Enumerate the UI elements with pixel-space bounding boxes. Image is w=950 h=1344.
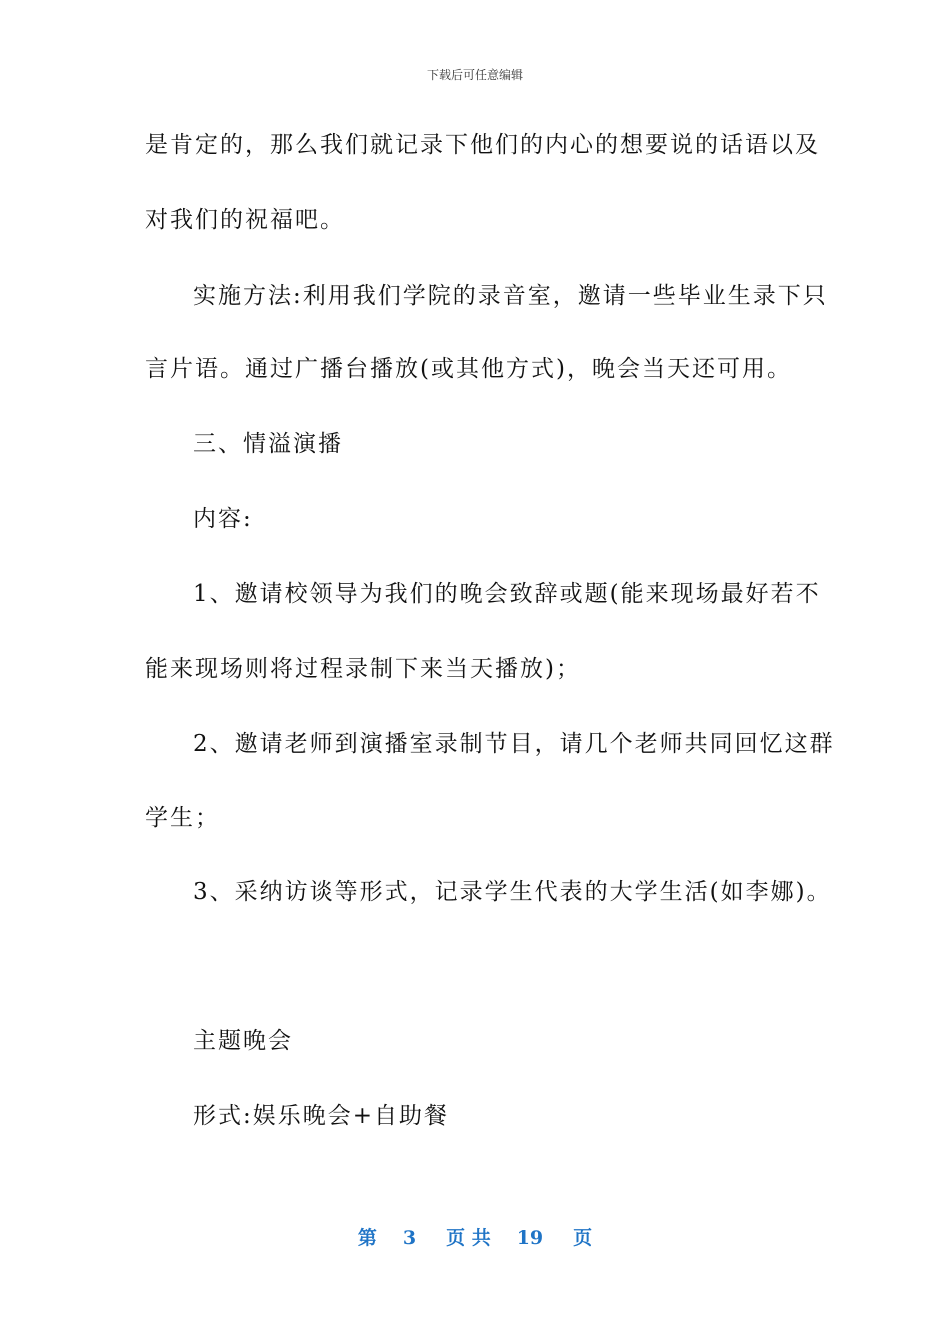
header-note: 下载后可任意编辑 [426, 68, 523, 82]
list-item: 1、邀请校领导为我们的晚会致辞或题(能来现场最好若不 [193, 581, 821, 607]
body-line: 实施方法:利用我们学院的录音室，邀请一些毕业生录下只 [193, 283, 828, 309]
body-line: 形式:娱乐晚会+自助餐 [193, 1103, 450, 1129]
page-footer [0, 1225, 950, 1251]
body-line: 对我们的祝福吧。 [145, 207, 345, 233]
footer-current-page: 3 [402, 1227, 417, 1249]
section-heading: 主题晚会 [193, 1028, 293, 1054]
section-heading: 三、情溢演播 [193, 431, 343, 457]
footer-middle: 页 共 [446, 1227, 491, 1249]
footer-prefix: 第 [357, 1227, 377, 1249]
list-item: 2、邀请老师到演播室录制节目，请几个老师共同回忆这群 [193, 731, 835, 757]
body-line: 能来现场则将过程录制下来当天播放)； [145, 656, 581, 682]
body-line: 内容: [193, 506, 253, 532]
footer-suffix: 页 [573, 1227, 593, 1249]
body-line: 言片语。通过广播台播放(或其他方式)，晚会当天还可用。 [145, 356, 792, 382]
footer-total-pages: 19 [516, 1227, 544, 1249]
body-line: 是肯定的，那么我们就记录下他们的内心的想要说的话语以及 [145, 132, 820, 158]
body-line: 学生； [145, 805, 220, 831]
list-item: 3、采纳访谈等形式，记录学生代表的大学生活(如李娜)。 [193, 879, 832, 905]
